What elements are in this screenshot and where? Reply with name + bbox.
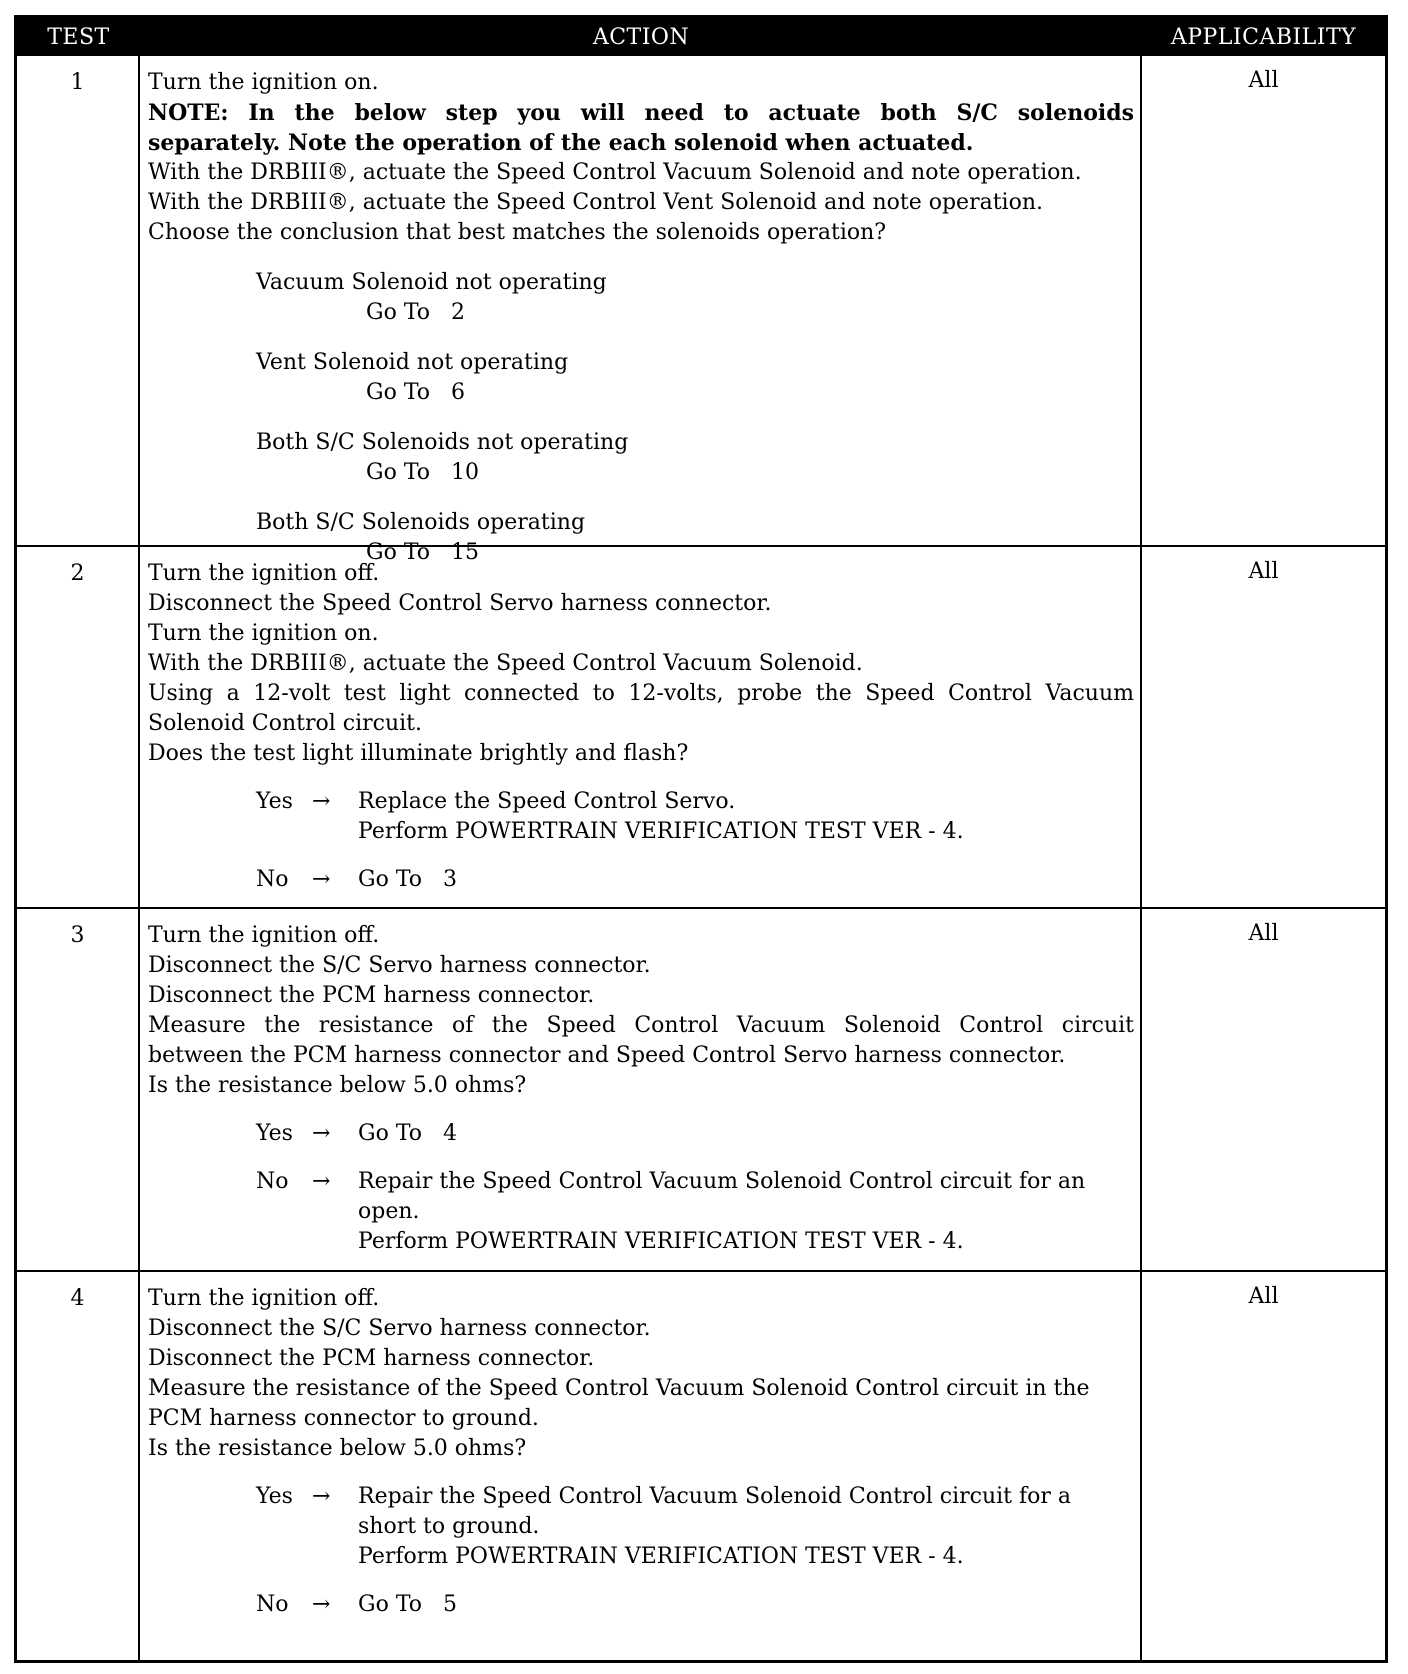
arrow-icon: → — [312, 1169, 331, 1194]
table-header — [17, 18, 1385, 56]
test-row-2 — [17, 545, 1385, 907]
test-action — [140, 547, 1142, 907]
action-line: Disconnect the PCM harness connector. — [148, 1346, 595, 1371]
test-number: 2 — [17, 547, 140, 907]
action-line: Measure the resistance of the Speed Control Vacuum Solenoid Control circuit in the — [148, 1376, 1090, 1401]
note-line: separately. Note the operation of the each solenoid when actuated. — [148, 130, 974, 156]
action-line: Turn the ignition on. — [148, 621, 379, 646]
answer-no — [256, 1167, 1134, 1257]
note-line: NOTE: In the below step you will need to actuate both S/C solenoids — [148, 100, 1134, 126]
test-row-1 — [17, 56, 1385, 565]
test-action — [140, 1272, 1142, 1663]
action-line: Turn the ignition off. — [148, 1286, 380, 1311]
test-applicability: All — [1248, 921, 1279, 946]
option-label: Vacuum Solenoid not operating — [256, 270, 607, 295]
action-line: PCM harness connector to ground. — [148, 1406, 539, 1431]
arrow-icon: → — [312, 1484, 331, 1509]
action-line: Solenoid Control circuit. — [148, 711, 423, 736]
test-number: 1 — [17, 56, 140, 545]
action-line: With the DRBIII®, actuate the Speed Control Vent Solenoid and note operation. — [148, 190, 1043, 215]
answer-label: Yes — [256, 1484, 293, 1509]
test-action — [140, 909, 1142, 1270]
answer-line: short to ground. — [358, 1514, 540, 1539]
option-goto: Go To 6 — [366, 380, 465, 405]
answer-text — [358, 1167, 1134, 1257]
test-action — [140, 56, 1142, 565]
action-line: between the PCM harness connector and Speed Control Servo harness connector. — [148, 1043, 1066, 1068]
test-number: 3 — [17, 909, 140, 1270]
answer-no — [256, 1590, 1134, 1620]
diagnostic-test-table — [14, 15, 1388, 1663]
answer-text — [358, 787, 1134, 847]
arrow-icon: → — [312, 1592, 331, 1617]
action-line: Disconnect the Speed Control Servo harness connector. — [148, 591, 772, 616]
answer-line: Perform POWERTRAIN VERIFICATION TEST VER - 4. — [358, 1544, 964, 1569]
test-row-3 — [17, 907, 1385, 1270]
test-number: 4 — [17, 1272, 140, 1663]
answer-label: Yes — [256, 789, 293, 814]
answer-line: open. — [358, 1199, 420, 1224]
test-applicability: All — [1248, 1284, 1279, 1309]
arrow-icon: → — [312, 867, 331, 892]
action-line: Turn the ignition off. — [148, 561, 380, 586]
action-line: Measure the resistance of the Speed Control Vacuum Solenoid Control circuit — [148, 1013, 1134, 1038]
action-line: Disconnect the PCM harness connector. — [148, 983, 595, 1008]
option-goto: Go To 10 — [366, 460, 479, 485]
test-applicability: All — [1248, 68, 1279, 93]
action-line: Is the resistance below 5.0 ohms? — [148, 1436, 527, 1461]
answer-line: Repair the Speed Control Vacuum Solenoid Control circuit for a — [358, 1484, 1072, 1509]
option-goto: Go To 15 — [366, 540, 479, 565]
answer-no — [256, 865, 1134, 895]
action-line: Turn the ignition on. — [148, 70, 379, 95]
answer-label: No — [256, 1592, 289, 1617]
answer-yes — [256, 787, 1134, 847]
test-applicability: All — [1248, 559, 1279, 584]
option-label: Both S/C Solenoids operating — [256, 510, 586, 535]
answer-label: Yes — [256, 1121, 293, 1146]
answer-line: Repair the Speed Control Vacuum Solenoid Control circuit for an — [358, 1169, 1086, 1194]
answer-line: Perform POWERTRAIN VERIFICATION TEST VER - 4. — [358, 819, 964, 844]
action-line: Choose the conclusion that best matches the solenoids operation? — [148, 220, 887, 245]
answer-line: Replace the Speed Control Servo. — [358, 789, 736, 814]
test-row-4 — [17, 1270, 1385, 1663]
answer-label: No — [256, 867, 289, 892]
answer-label: No — [256, 1169, 289, 1194]
answer-yes — [256, 1482, 1134, 1572]
header-applicability: APPLICABILITY — [1170, 24, 1357, 50]
action-line: Turn the ignition off. — [148, 923, 380, 948]
option-label: Vent Solenoid not operating — [256, 350, 569, 375]
answer-yes — [256, 1119, 1134, 1149]
action-line: Using a 12-volt test light connected to 12-volts, probe the Speed Control Vacuum — [148, 681, 1134, 706]
conclusion-option — [256, 348, 1134, 408]
arrow-icon: → — [312, 1121, 331, 1146]
action-line: With the DRBIII®, actuate the Speed Control Vacuum Solenoid and note operation. — [148, 160, 1082, 185]
action-line: With the DRBIII®, actuate the Speed Control Vacuum Solenoid. — [148, 651, 863, 676]
answer-line: Perform POWERTRAIN VERIFICATION TEST VER - 4. — [358, 1229, 964, 1254]
answer-line: Go To 3 — [358, 867, 457, 892]
action-line: Disconnect the S/C Servo harness connector. — [148, 1316, 651, 1341]
header-test: TEST — [47, 24, 110, 50]
header-action: ACTION — [592, 24, 690, 50]
conclusion-option — [256, 268, 1134, 328]
answer-line: Go To 5 — [358, 1592, 457, 1617]
action-line: Is the resistance below 5.0 ohms? — [148, 1073, 527, 1098]
action-line: Does the test light illuminate brightly and flash? — [148, 741, 689, 766]
conclusion-option — [256, 428, 1134, 488]
arrow-icon: → — [312, 789, 331, 814]
answer-text — [358, 1482, 1134, 1572]
option-goto: Go To 2 — [366, 300, 465, 325]
answer-line: Go To 4 — [358, 1121, 457, 1146]
action-line: Disconnect the S/C Servo harness connector. — [148, 953, 651, 978]
option-label: Both S/C Solenoids not operating — [256, 430, 629, 455]
